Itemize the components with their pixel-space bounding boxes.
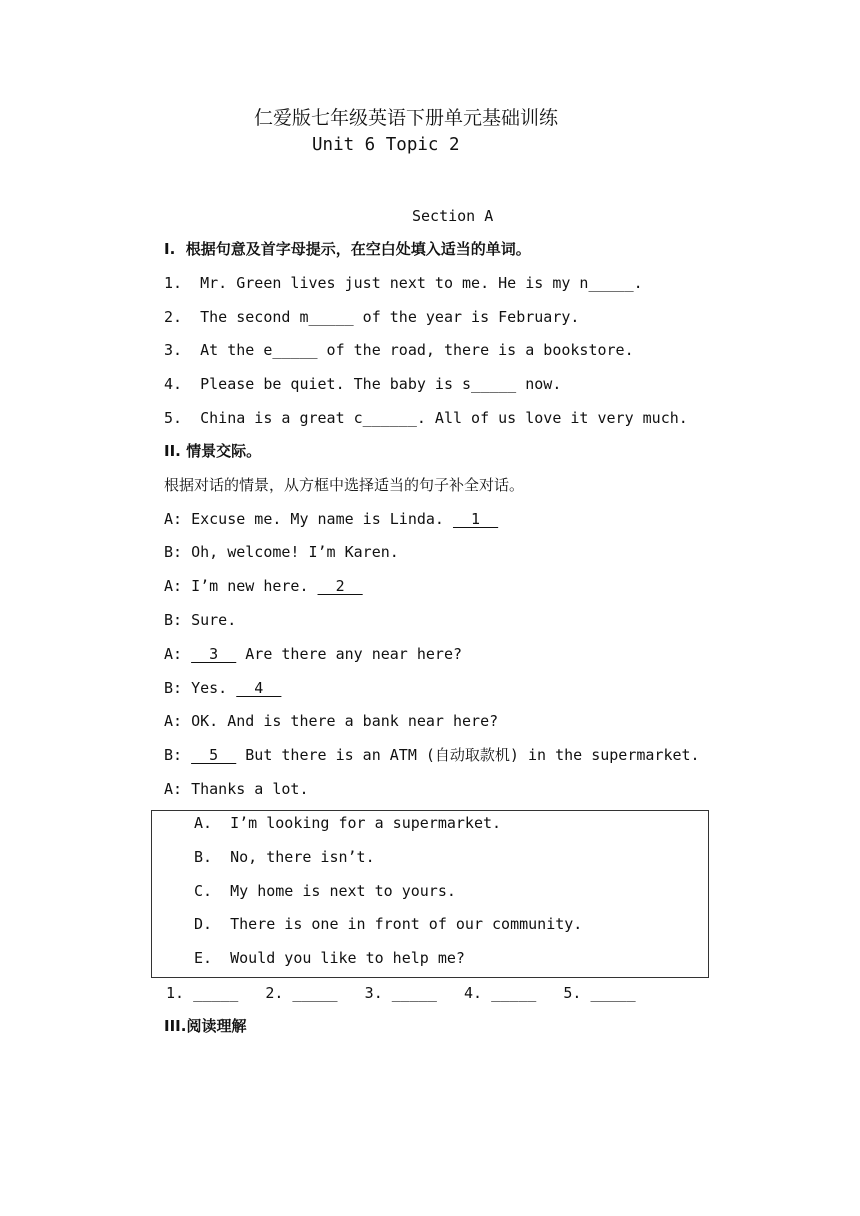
dialogue-line	[164, 542, 399, 562]
part2-instruction: 根据对话的情景，从方框中选择适当的句子补全对话。	[164, 476, 525, 494]
option-item: D. There is one in front of our community.	[194, 915, 583, 933]
page-title: 仁爱版七年级英语下册单元基础训练	[254, 107, 559, 129]
dialogue-text-after: Are there any near here?	[236, 645, 463, 663]
dialogue-line	[164, 509, 498, 529]
dialogue-line	[164, 779, 309, 799]
part1-item: 1. Mr. Green lives just next to me. He is my n_____.	[164, 274, 643, 292]
page-subtitle: Unit 6 Topic 2	[312, 135, 460, 155]
dialogue-text: A: I’m new here.	[164, 577, 318, 595]
answer-blank: 4	[236, 679, 282, 697]
answer-blank: 2	[317, 577, 363, 595]
dialogue-text: B: Yes.	[164, 679, 237, 697]
answer-blank: 3	[191, 645, 237, 663]
option-item: E. Would you like to help me?	[194, 949, 465, 967]
dialogue-line	[164, 610, 236, 630]
section-label: Section A	[412, 207, 494, 225]
dialogue-line	[164, 745, 700, 765]
dialogue-text: B:	[164, 746, 192, 764]
answer-blank: 5	[191, 746, 237, 764]
option-item: A. I’m looking for a supermarket.	[194, 814, 502, 832]
dialogue-line	[164, 678, 281, 698]
option-item: B. No, there isn’t.	[194, 848, 375, 866]
dialogue-line	[164, 576, 363, 596]
dialogue-text: A:	[164, 645, 192, 663]
part1-heading: I. 根据句意及首字母提示，在空白处填入适当的单词。	[164, 240, 531, 258]
dialogue-line	[164, 711, 498, 731]
part1-item: 4. Please be quiet. The baby is s_____ now.	[164, 375, 562, 393]
dialogue-text: B: Oh, welcome! I’m Karen.	[164, 543, 399, 561]
part1-item: 3. At the e_____ of the road, there is a bookstore.	[164, 341, 634, 359]
part1-item: 2. The second m_____ of the year is February.	[164, 308, 580, 326]
part2-heading: II. 情景交际。	[164, 442, 262, 460]
part1-item: 5. China is a great c______. All of us love it very much.	[164, 409, 688, 427]
answer-line: 1. _____ 2. _____ 3. _____ 4. _____ 5. _____	[166, 984, 636, 1002]
answer-blank: 1	[452, 510, 499, 528]
dialogue-line	[164, 644, 462, 664]
dialogue-text-after: But there is an ATM (自动取款机) in the supermarket.	[236, 746, 700, 764]
part3-heading: III.阅读理解	[164, 1017, 247, 1035]
dialogue-text: B: Sure.	[164, 611, 237, 629]
option-item: C. My home is next to yours.	[194, 882, 456, 900]
dialogue-text: A: Excuse me. My name is Linda.	[164, 510, 453, 528]
dialogue-text: A: Thanks a lot.	[164, 780, 309, 798]
dialogue-text: A: OK. And is there a bank near here?	[164, 712, 499, 730]
